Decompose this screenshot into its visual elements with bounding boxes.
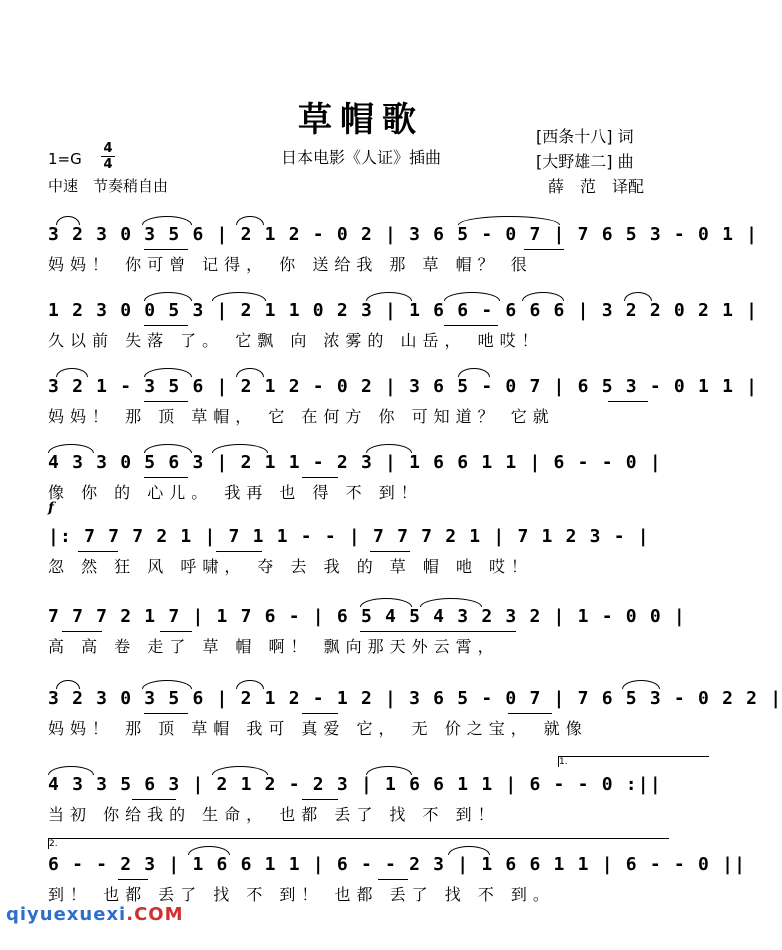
second-ending-bracket: 2.: [48, 838, 669, 849]
lyric-line: 到！ 也都 丢了 找 不 到！ 也都 丢了 找 不 到。: [48, 885, 555, 904]
notation-line: 4 3 3 0 5 6 3 | 2 1 1 - 2 3 | 1 6 6 1 1 | 6 - - 0 |: [48, 452, 662, 473]
lyric-line: 忽 然 狂 风 呼啸， 夺 去 我 的 草 帽 吔 哎！: [48, 557, 534, 576]
lyric-line: 当初 你给我的 生命， 也都 丢了 找 不 到！: [48, 805, 500, 824]
translator-credit: 薛 范 译配: [548, 177, 645, 196]
notation-line: 3 2 1 - 3 5 6 | 2 1 2 - 0 2 | 3 6 5 - 0 7 | 6 5 3 - 0 1 1 |: [48, 376, 759, 397]
song-subtitle: 日本电影《人证》插曲: [280, 148, 441, 167]
song-title: 草帽歌: [298, 100, 424, 140]
watermark-main: qiyuexuexi: [6, 904, 127, 925]
site-watermark: [6, 904, 184, 925]
lyric-line: 高 高 卷 走了 草 帽 啊！ 飘向那天外云霄，: [48, 637, 500, 656]
lyric-line: 久以前 失落 了。 它飘 向 浓雾的 山岳， 吔哎！: [48, 331, 544, 350]
lyricist-credit: [西条十八] 词: [536, 127, 634, 146]
notation-line: 1 2 3 0 0 5 3 | 2 1 1 0 2 3 | 1 6 6 - 6 6 6 | 3 2 2 0 2 1 |: [48, 300, 759, 321]
time-signature-top: 4: [103, 141, 113, 156]
lyric-line: 妈妈！ 那 顶 草帽 我可 真爱 它， 无 价之宝， 就像: [48, 719, 588, 738]
first-ending-bracket: 1.: [558, 756, 709, 767]
tempo-marking: 中速 节奏稍自由: [48, 177, 169, 195]
notation-line: 3 2 3 0 3 5 6 | 2 1 2 - 0 2 | 3 6 5 - 0 7 | 7 6 5 3 - 0 1 |: [48, 224, 759, 245]
notation-line: |: 7 7 7 2 1 | 7 1 1 - - | 7 7 7 2 1 | 7 1 2 3 - |: [48, 526, 650, 547]
watermark-suffix: .COM: [126, 904, 184, 925]
lyric-line: 妈妈！ 你可曾 记得， 你 送给我 那 草 帽？ 很: [48, 255, 533, 274]
lyric-line: 妈妈！ 那 顶 草帽， 它 在何方 你 可知道？ 它就: [48, 407, 555, 426]
time-signature-bottom: 4: [103, 157, 113, 172]
composer-credit: [大野雄二] 曲: [536, 152, 634, 171]
time-signature: [101, 142, 115, 171]
notation-line: 7 7 7 2 1 7 | 1 7 6 - | 6 5 4 5 4 3 2 3 2 | 1 - 0 0 |: [48, 606, 686, 627]
lyric-line: 像 你 的 心儿。 我再 也 得 不 到！: [48, 483, 423, 502]
notation-line: 6 - - 2 3 | 1 6 6 1 1 | 6 - - 2 3 | 1 6 6 1 1 | 6 - - 0 ||: [48, 854, 747, 875]
notation-line: 4 3 3 5 6 3 | 2 1 2 - 2 3 | 1 6 6 1 1 | 6 - - 0 :||: [48, 774, 662, 795]
dynamic-marking: f: [48, 500, 55, 516]
notation-line: 3 2 3 0 3 5 6 | 2 1 2 - 1 2 | 3 6 5 - 0 7 | 7 6 5 3 - 0 2 2 |: [48, 688, 782, 709]
key-signature: 1=G: [48, 150, 82, 168]
